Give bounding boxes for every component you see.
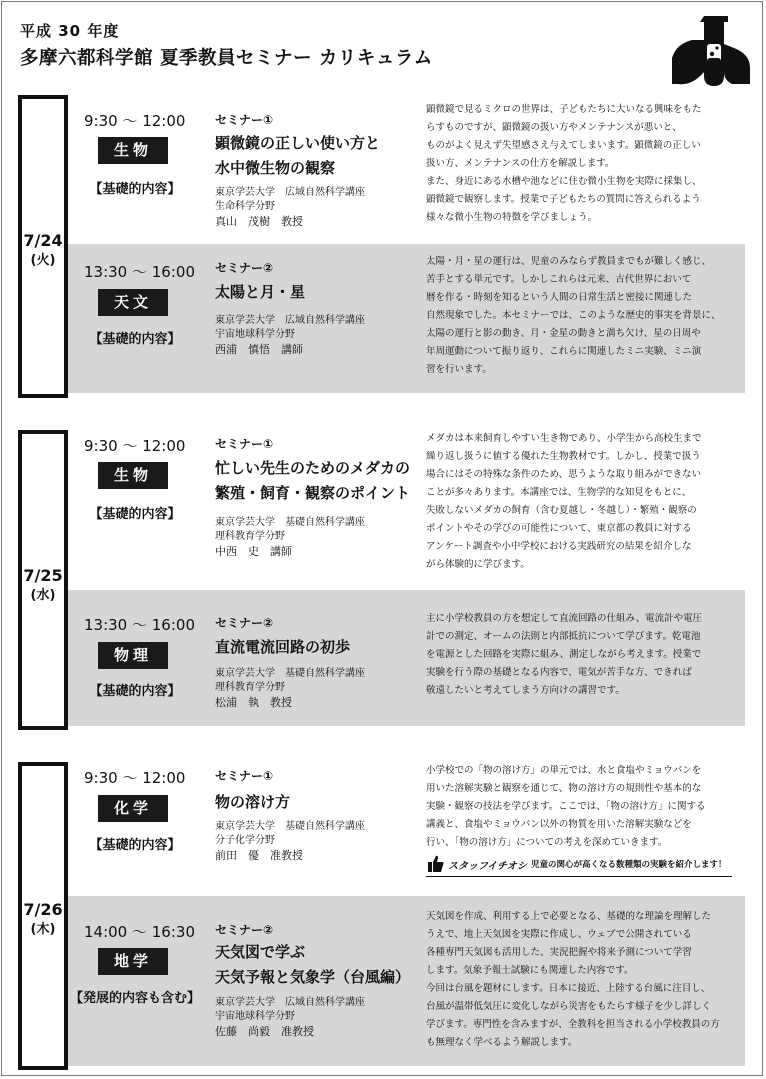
session-description: 天気図を作成、利用する上で必要となる、基礎的な理論を理解した うえで、地上天気図を実際に作成し、ウェブで公開されている 各種専門天気図も活用した、実況把握や将来予測について学習 します。気象予報士試験にも関連した内容です。 今回は台風を題材にします。日本に接近、上陸する台風に注目し、 台風が温帯低気圧に変化しながら災害をもたらす様子を少し詳しく 学びます。専門性を含みますが、全教科を担当される小学校教員の方 も無理なく学べるよう解説します。 bbox=[426, 911, 720, 1048]
seminar-title: 物の溶け方 bbox=[215, 793, 291, 811]
day-block-2 bbox=[0, 430, 766, 730]
instructor-info: 東京学芸大学 広域自然科学講座 宇宙地球科学分野 佐藤 尚毅 准教授 bbox=[215, 997, 365, 1038]
day-block-3 bbox=[0, 762, 766, 1070]
session-time: 9:30 ～ 12:00 bbox=[84, 769, 186, 787]
seminar-label: セミナー② bbox=[215, 616, 274, 630]
date-box bbox=[18, 430, 68, 730]
session-time: 9:30 ～ 12:00 bbox=[84, 112, 186, 130]
session-time: 13:30 ～ 16:00 bbox=[84, 263, 195, 281]
instructor-info: 東京学芸大学 広域自然科学講座 生命科学分野 真山 茂樹 教授 bbox=[215, 187, 365, 228]
instructor-info: 東京学芸大学 基礎自然科学講座 理科教育学分野 松浦 執 教授 bbox=[215, 668, 365, 709]
subject-badge: 生物 bbox=[98, 462, 168, 489]
seminar-title: 顕微鏡の正しい使い方と 水中微生物の観察 bbox=[215, 134, 381, 177]
session-time: 13:30 ～ 16:00 bbox=[84, 616, 195, 634]
subject-badge: 化学 bbox=[98, 795, 168, 822]
session-time: 9:30 ～ 12:00 bbox=[84, 437, 186, 455]
seminar-title: 忙しい先生のためのメダカの 繁殖・飼育・観察のポイント bbox=[215, 459, 411, 502]
subject-badge: 天文 bbox=[98, 289, 168, 316]
header-year: 平成 30 年度 bbox=[20, 22, 120, 40]
session-afternoon bbox=[68, 590, 745, 726]
date-label: 7/25 bbox=[23, 566, 63, 585]
instructor-name: 真山 茂樹 教授 bbox=[215, 215, 303, 228]
level-label: 【基礎的内容】 bbox=[89, 838, 181, 853]
seminar-title: 直流電流回路の初歩 bbox=[215, 638, 351, 656]
seminar-label: セミナー② bbox=[215, 261, 274, 275]
level-label: 【基礎的内容】 bbox=[89, 332, 181, 347]
staff-pick-label: スタッフイチオシ bbox=[448, 861, 527, 872]
page-title: 多摩六都科学館 夏季教員セミナー カリキュラム bbox=[20, 48, 433, 69]
subject-badge: 物理 bbox=[98, 642, 168, 669]
level-label: 【基礎的内容】 bbox=[89, 507, 181, 522]
test-tube-hand-icon bbox=[670, 14, 750, 88]
instructor-name: 西浦 慎悟 講師 bbox=[215, 343, 303, 356]
weekday-label: (木) bbox=[30, 922, 56, 937]
seminar-title: 太陽と月・星 bbox=[215, 283, 306, 301]
seminar-label: セミナー① bbox=[215, 769, 274, 783]
session-description: 主に小学校教員の方を想定して直流回路の仕組み、電流計や電圧 計での測定、オームの法則と内部抵抗について学びます。乾電池 を電源とした回路を実際に組み、測定しながら考えます。授業で 実験を行う際の基礎となる内容で、電気が苦手な方、できれば 敬遠したいと考えてしまう方向けの講習です。 bbox=[426, 613, 703, 696]
session-description: メダカは本来飼育しやすい生き物であり、小学生から高校生まで 繰り返し扱うに値する優れた生物教材です。しかし、授業で扱う 場合にはその特殊な条件のため、思うような取り組みができない ことが多々あります。本講座では、生物学的な知見をもとに、 失敗しないメダカの飼育（含む夏越し・冬越し）・繁殖・観察の ポイントやその学びの可能性について、東京都の教員に対する アンケート調査や小中学校における実践研究の結果を紹介しな がら体験的に学びます。 bbox=[426, 433, 702, 570]
instructor-name: 佐藤 尚毅 准教授 bbox=[215, 1025, 314, 1038]
subject-badge: 生物 bbox=[98, 137, 168, 164]
session-morning bbox=[68, 762, 745, 896]
level-label: 【基礎的内容】 bbox=[89, 182, 181, 197]
staff-pick-note: 児童の関心が高くなる数種類の実験を紹介します！ bbox=[531, 860, 727, 870]
date-box bbox=[18, 762, 68, 1070]
weekday-label: (火) bbox=[30, 253, 56, 268]
thumbs-up-icon bbox=[428, 855, 444, 873]
day-block-1 bbox=[0, 95, 766, 398]
instructor-info: 東京学芸大学 基礎自然科学講座 分子化学分野 前田 優 准教授 bbox=[215, 821, 365, 862]
date-label: 7/24 bbox=[23, 231, 63, 250]
session-afternoon bbox=[68, 896, 745, 1066]
seminar-label: セミナー② bbox=[215, 923, 274, 937]
seminar-label: セミナー① bbox=[215, 437, 274, 451]
date-label: 7/26 bbox=[23, 900, 63, 919]
session-morning bbox=[68, 95, 745, 244]
staff-recommendation bbox=[426, 854, 732, 877]
level-label: 【基礎的内容】 bbox=[89, 684, 181, 699]
seminar-title: 天気図で学ぶ 天気予報と気象学（台風編） bbox=[215, 943, 411, 986]
subject-badge: 地学 bbox=[98, 948, 168, 975]
session-time: 14:00 ～ 16:30 bbox=[84, 923, 195, 941]
instructor-name: 前田 優 准教授 bbox=[215, 849, 303, 862]
instructor-info: 東京学芸大学 広域自然科学講座 宇宙地球科学分野 西浦 慎悟 講師 bbox=[215, 315, 365, 356]
date-box bbox=[18, 95, 68, 398]
session-afternoon bbox=[68, 244, 745, 393]
session-description: 太陽・月・星の運行は、児童のみならず教員までもが難しく感じ、 苦手とする単元です。しかしこれらは元来、古代世界において 暦を作る・時刻を知るという人間の日常生活と密接に関連した 自然現象でした。本セミナーでは、このような歴史的事実を背景に、 太陽の運行と影の動き、月・金星の動きと満ち欠け、星の日周や 年周運動について振り返り、これらに関連したミニ実験、ミニ演 習を行います。 bbox=[426, 256, 721, 375]
instructor-name: 松浦 執 教授 bbox=[215, 696, 292, 709]
instructor-name: 中西 史 講師 bbox=[215, 545, 292, 558]
level-label: 【発展的内容も含む】 bbox=[69, 991, 200, 1006]
weekday-label: (水) bbox=[30, 588, 56, 603]
seminar-label: セミナー① bbox=[215, 113, 274, 127]
instructor-info: 東京学芸大学 基礎自然科学講座 理科教育学分野 中西 史 講師 bbox=[215, 517, 365, 558]
session-description: 顕微鏡で見るミクロの世界は、子どもたちに大いなる興味をもた らすものですが、顕微鏡の扱い方やメンテナンスが悪いと、 ものがよく見えず失望感さえ与えてしまいます。顕微鏡の正しい 扱い方、メンテナンスの仕方を解説します。 また、身近にある水槽や池などに住む微小生物を実際に採集し、 顕微鏡で観察します。授業で子どもたちの質問に答えられるよう 様々な微小生物の特徴を学びましょう。 bbox=[426, 104, 702, 223]
session-morning bbox=[68, 430, 745, 590]
session-description: 小学校での「物の溶け方」の単元では、水と食塩やミョウバンを 用いた溶解実験と観察を通じて、物の溶け方の規則性や基本的な 実験・観察の技法を学びます。ここでは、「物の溶け方」に関する 講義と、食塩やミョウバン以外の物質を用いた溶解実験などを 行い、「物の溶け方」についての考えを深めていきます。 bbox=[426, 765, 706, 848]
